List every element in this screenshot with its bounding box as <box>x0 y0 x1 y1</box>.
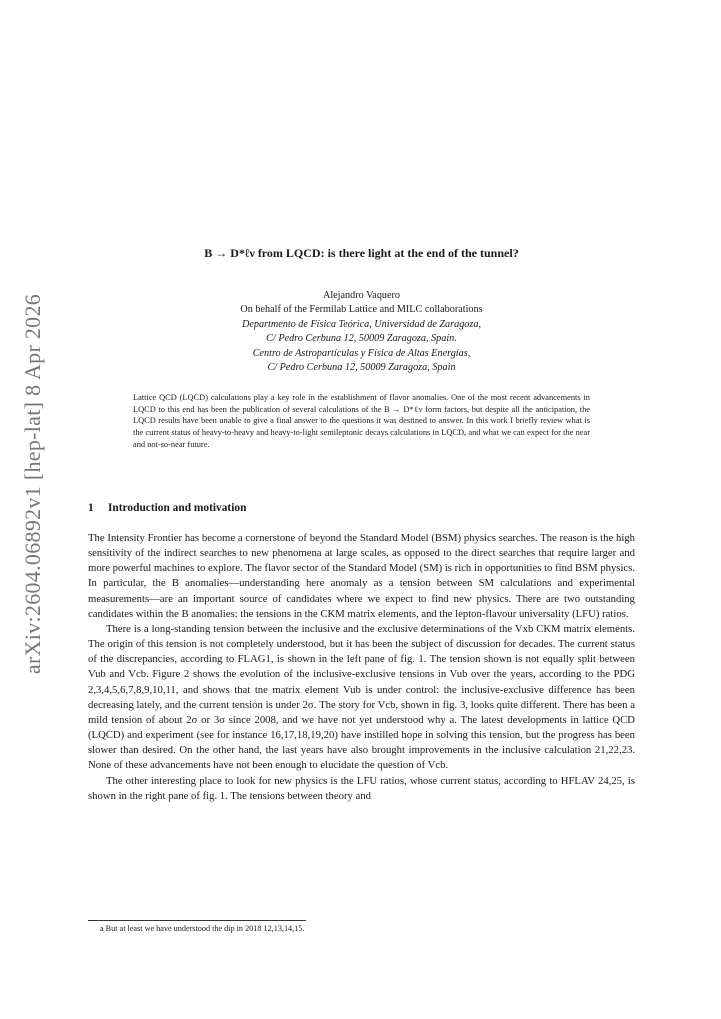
footnote-rule <box>88 920 306 921</box>
footnote: a But at least we have understood the dip in 2018 12,13,14,15. <box>100 924 305 933</box>
arxiv-identifier-text: arXiv:2604.06892v1 [hep-lat] 8 Apr 2026 <box>20 293 45 675</box>
author-block <box>88 289 635 375</box>
author-line: Departmento de Física Teórica, Universidad de Zaragoza, <box>241 318 481 330</box>
paragraph: There is a long-standing tension between the inclusive and the exclusive determinations of the Vxb CKM matrix elements. The origin of this tension is not completely understood, but it has been the subject of discussion for decades. The current status of the discrepancies, according to FLAG1, is shown in the left pane of fig. 1. The tension shown is not equally split between Vub and Vcb. Figure 2 shows the evolution of the inclusive-exclusive tensions in Vub over the years, according to the PDG 2,3,4,5,6,7,8,9,10,11, and shows that tne matrix element Vub is under control: the inclusive-exclusive difference has been decreasing lately, and the current tension is under 2σ. The story for Vcb, shown in fig. 3, looks quite different. There has been a mild tension of about 2σ or 3σ since 2008, and we have not yet understood why a. The latest developments in lattice QCD (LQCD) and experiment (see for instance 16,17,18,19,20) have instilled hope in solving this tension, but the progress has been slower than desired. On the other hand, the last years have also brought improvements in the inclusive calculation 21,22,23. None of these advancements have not been enough to elucidate the question of Vcb. <box>88 622 635 772</box>
author-line: On behalf of the Fermilab Lattice and MILC collaborations <box>240 304 483 316</box>
section-number: 1 <box>88 502 94 514</box>
author-line: Alejandro Vaquero <box>322 290 401 301</box>
author-line: C/ Pedro Cerbuna 12, 50009 Zaragoza, Spain <box>267 362 456 374</box>
body-text <box>88 531 635 804</box>
paragraph: The other interesting place to look for new physics is the LFU ratios, whose current status, according to HFLAV 24,25, is shown in the right pane of fig. 1. The tensions between theory and <box>88 774 635 802</box>
paper-title: B → D*ℓν from LQCD: is there light at the end of the tunnel? <box>204 246 519 260</box>
arxiv-identifier <box>18 293 48 675</box>
author-line: Centro de Astropartículas y Física de Altas Energías, <box>252 347 471 359</box>
section-title: Introduction and motivation <box>108 502 247 514</box>
abstract: Lattice QCD (LQCD) calculations play a key role in the establishment of flavor anomalies. One of the most recent advancements in LQCD to this end has been the publication of several calculations of the B → D*ℓν form factors, but despite all the anticipation, the LQCD results have been unable to give a final answer to the questions it was destined to answer. In this work I briefly review what is the current status of heavy-to-heavy and heavy-to-light semileptonic decays calculations in LQCD, and what we can expect for the near and not-so-near future. <box>133 393 590 449</box>
author-line: C/ Pedro Cerbuna 12, 50009 Zaragoza, Spain. <box>266 333 457 345</box>
section-heading <box>88 502 246 514</box>
paragraph: The Intensity Frontier has become a cornerstone of beyond the Standard Model (BSM) physics searches. The reason is the high sensitivity of the indirect searches to new phenomena at large scales, as opposed to the direct searches that require larger and more powerful machines to explore. The flavor sector of the Standard Model (SM) is rich in opportunities to find BSM physics. In particular, the B anomalies—understanding here anomaly as a tension between SM calculations and experimental measurements—are an important source of candidates where we expect to find new physics. There are two outstanding candidates within the B anomalies: the tensions in the CKM matrix elements, and the lepton-flavour universality (LFU) ratios. <box>88 532 635 620</box>
